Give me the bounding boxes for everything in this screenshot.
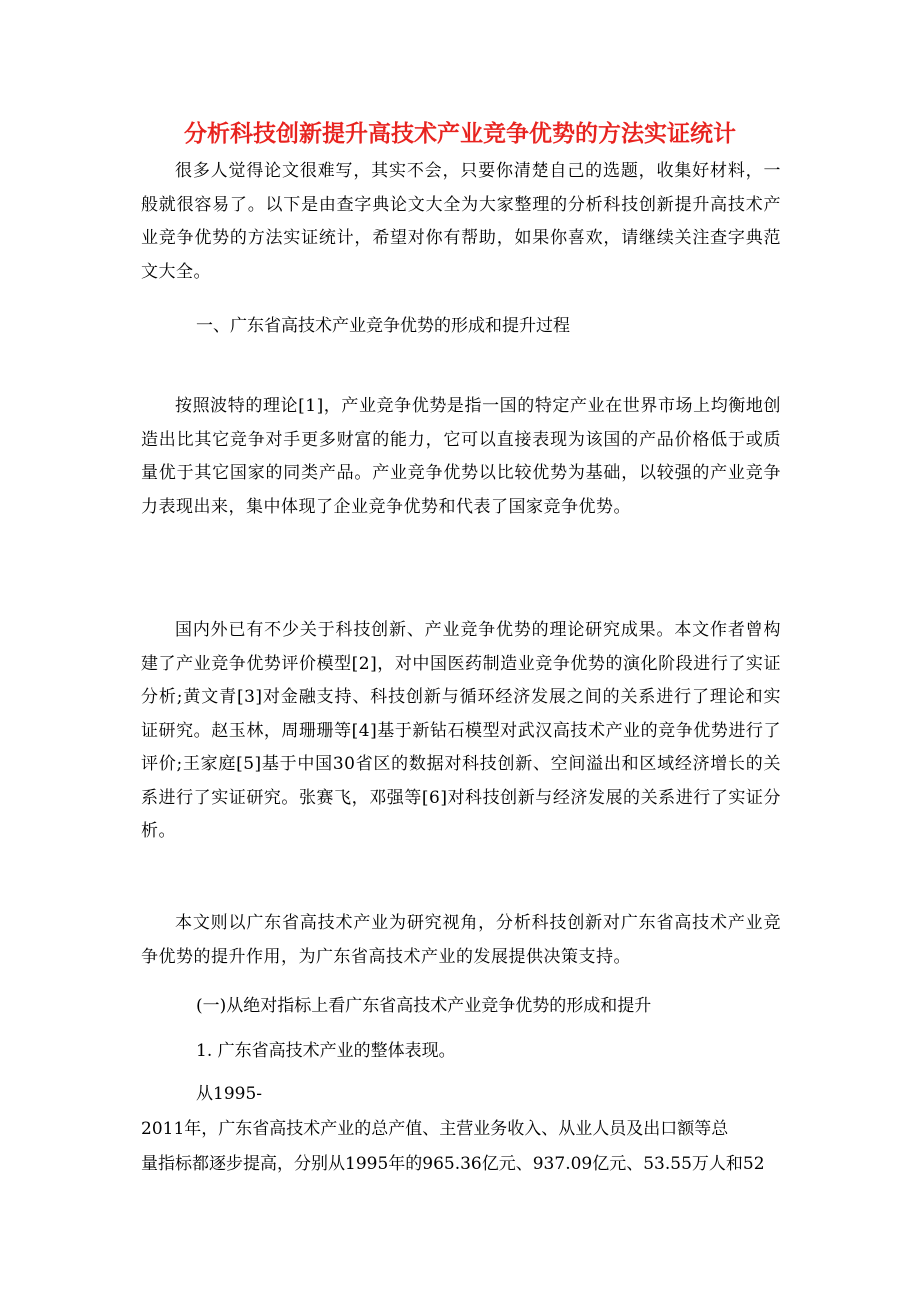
intro-paragraph: 很多人觉得论文很难写，其实不会，只要你清楚自己的选题，收集好材料，一般就很容易了。以下是由查字典论文大全为大家整理的分析科技创新提升高技术产业竞争优势的方法实证统计，希望对你有帮助，如果你喜欢，请继续关注查字典范文大全。 <box>141 161 781 282</box>
body-paragraph-4-line-2: 2011年，广东省高技术产业的总产值、主营业务收入、从业人员及出口额等总 <box>141 1119 729 1139</box>
body-paragraph-4-line-1: 从1995- <box>196 1084 263 1104</box>
section-heading: 一、广东省高技术产业竞争优势的形成和提升过程 <box>196 316 570 336</box>
body-paragraph-4-line-3: 量指标都逐步提高，分别从1995年的965.36亿元、937.09亿元、53.55万人和52 <box>141 1154 765 1174</box>
body-paragraph-3: 本文则以广东省高技术产业为研究视角，分析科技创新对广东省高技术产业竞争优势的提升作用，为广东省高技术产业的发展提供决策支持。 <box>141 913 781 967</box>
body-paragraph-2: 国内外已有不少关于科技创新、产业竞争优势的理论研究成果。本文作者曾构建了产业竞争优势评价模型[2]，对中国医药制造业竞争优势的演化阶段进行了实证分析;黄文青[3]对金融支持、科技创新与循环经济发展之间的关系进行了理论和实证研究。赵玉林，周珊珊等[4]基于新钻石模型对武汉高技术产业的竞争优势进行了评价;王家庭[5]基于中国30省区的数据对科技创新、空间溢出和区域经济增长的关系进行了实证研究。张赛飞，邓强等[6]对科技创新与经济发展的关系进行了实证分析。 <box>141 620 781 841</box>
body-paragraph-1: 按照波特的理论[1]，产业竞争优势是指一国的特定产业在世界市场上均衡地创造出比其它竞争对手更多财富的能力，它可以直接表现为该国的产品价格低于或质量优于其它国家的同类产品。产业竞争优势以比较优势为基础，以较强的产业竞争力表现出来，集中体现了企业竞争优势和代表了国家竞争优势。 <box>141 396 781 517</box>
subsubsection-heading: 1. 广东省高技术产业的整体表现。 <box>196 1041 456 1061</box>
subsection-heading: (一)从绝对指标上看广东省高技术产业竞争优势的形成和提升 <box>196 996 652 1016</box>
document-title: 分析科技创新提升高技术产业竞争优势的方法实证统计 <box>184 121 736 147</box>
